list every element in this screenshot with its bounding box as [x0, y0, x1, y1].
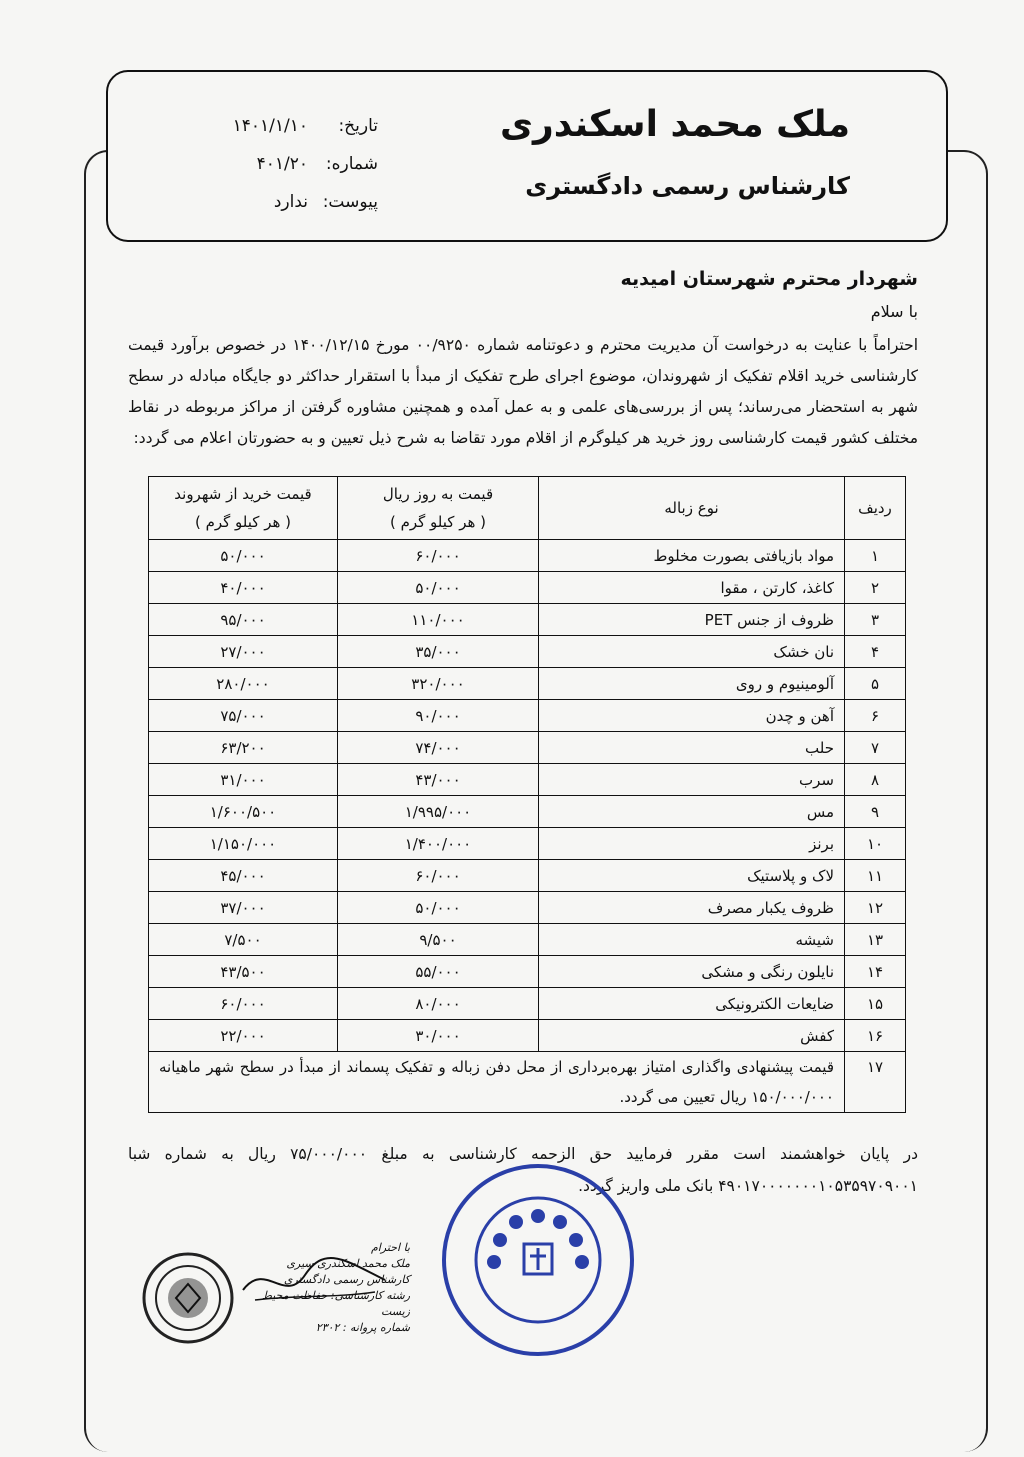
- row-buy-price: ۶۰/۰۰۰: [149, 988, 338, 1020]
- row-buy-price: ۷/۵۰۰: [149, 924, 338, 956]
- header-daily-price: [338, 477, 539, 540]
- row-item: شیشه: [539, 924, 845, 956]
- council-seal-icon: [438, 1160, 638, 1360]
- row-number: ۲: [845, 572, 906, 604]
- row-buy-price: ۴۳/۵۰۰: [149, 956, 338, 988]
- signature-line-3: رشته کارشناسی: حفاظت محیط زیست: [261, 1289, 410, 1318]
- row-item: آلومینیوم و روی: [539, 668, 845, 700]
- row-daily-price: ۶۰/۰۰۰: [338, 540, 539, 572]
- row-item: آهن و چدن: [539, 700, 845, 732]
- table-row: [149, 1020, 906, 1052]
- signature-closing: با احترام: [370, 1241, 410, 1254]
- meta-number-value: ۴۰۱/۲۰: [256, 154, 308, 174]
- signature-line-1: ملک محمد اسکندری سیری: [286, 1257, 410, 1270]
- row-number: ۱۵: [845, 988, 906, 1020]
- table-row: [149, 860, 906, 892]
- table-row: [149, 604, 906, 636]
- expert-seal-icon: [140, 1250, 236, 1346]
- header-daily-price-unit: ( هر کیلو گرم ): [389, 513, 487, 531]
- expert-name: ملک محمد اسکندری: [500, 104, 850, 145]
- table-row: [149, 700, 906, 732]
- header-buy-price-title: قیمت خرید از شهروند: [174, 485, 312, 503]
- row-daily-price: ۱/۴۰۰/۰۰۰: [338, 828, 539, 860]
- table-header-row: [149, 477, 906, 540]
- row-item: سرب: [539, 764, 845, 796]
- row-daily-price: ۳۰/۰۰۰: [338, 1020, 539, 1052]
- row-item: ظروف یکبار مصرف: [539, 892, 845, 924]
- intro-paragraph: احتراماً با عنایت به درخواست آن مدیریت محترم و دعوتنامه شماره ۰۰/۹۲۵۰ مورخ ۱۴۰۰/۱۲/۱۵ در خصوص برآورد قیمت کارشناسی خرید اقلام تفکیک از شهروندان، موضوع اجرای طرح تفکیک از مبدأ با استقرار حداکثر دو جایگاه مبادله در سطح شهر به استحضار می‌رساند؛ پس از بررسی‌های علمی و به عمل آمده و همچنین مشاوره گرفتن از مراکز مربوطه در نقاط مختلف کشور قیمت کارشناسی روز خرید هر کیلوگرم از اقلام مورد تقاضا به شرح ذیل تعیین و به حضورتان اعلام می گردد:: [128, 336, 919, 447]
- row-daily-price: ۵۵/۰۰۰: [338, 956, 539, 988]
- table-row: [149, 988, 906, 1020]
- table-row: [149, 764, 906, 796]
- meta-number-label: شماره:: [325, 154, 378, 174]
- meta-date-value: ۱۴۰۱/۱/۱۰: [232, 116, 308, 136]
- row-buy-price: ۲۷/۰۰۰: [149, 636, 338, 668]
- row-buy-price: ۳۷/۰۰۰: [149, 892, 338, 924]
- row-buy-price: ۴۰/۰۰۰: [149, 572, 338, 604]
- price-table: [148, 476, 906, 1113]
- signature-line-4: شماره پروانه : ۲۳۰۲: [315, 1321, 410, 1334]
- table-row: [149, 828, 906, 860]
- row-daily-price: ۹/۵۰۰: [338, 924, 539, 956]
- row-number: ۱۱: [845, 860, 906, 892]
- row-number: ۶: [845, 700, 906, 732]
- row-number: ۷: [845, 732, 906, 764]
- row-number: ۱۴: [845, 956, 906, 988]
- row-item: ضایعات الکترونیکی: [539, 988, 845, 1020]
- row-daily-price: ۸۰/۰۰۰: [338, 988, 539, 1020]
- greeting: با سلام: [870, 302, 918, 321]
- row-number: ۴: [845, 636, 906, 668]
- expert-title: کارشناس رسمی دادگستری: [525, 172, 850, 200]
- row-buy-price: ۱/۶۰۰/۵۰۰: [149, 796, 338, 828]
- header-buy-price-unit: ( هر کیلو گرم ): [194, 513, 292, 531]
- closing-paragraph: در پایان خواهشمند است مقرر فرمایید حق الزحمه کارشناسی به مبلغ ۷۵/۰۰۰/۰۰۰ ریال به شماره شبا ۴۹۰۱۷۰۰۰۰۰۰۰۱۰۵۳۵۹۷۰۹۰۰۱ بانک ملی واریز گردد.: [128, 1145, 919, 1195]
- row-buy-price: ۹۵/۰۰۰: [149, 604, 338, 636]
- council-stamp: [438, 1160, 638, 1364]
- row-item: حلب: [539, 732, 845, 764]
- row-item: ظروف از جنس PET: [539, 604, 845, 636]
- meta-attachment: [168, 192, 378, 230]
- letterhead: [106, 70, 948, 242]
- row-daily-price: ۶۰/۰۰۰: [338, 860, 539, 892]
- meta-attachment-value: ندارد: [273, 192, 308, 212]
- row-item: نان خشک: [539, 636, 845, 668]
- row-item: کفش: [539, 1020, 845, 1052]
- meta-date-label: تاریخ:: [338, 116, 378, 136]
- row-buy-price: ۳۱/۰۰۰: [149, 764, 338, 796]
- letter-meta: [168, 116, 378, 230]
- row-daily-price: ۹۰/۰۰۰: [338, 700, 539, 732]
- row-buy-price: ۵۰/۰۰۰: [149, 540, 338, 572]
- table-row: [149, 892, 906, 924]
- row-item: مواد بازیافتی بصورت مخلوط: [539, 540, 845, 572]
- row-item: برنز: [539, 828, 845, 860]
- row-buy-price: ۱/۱۵۰/۰۰۰: [149, 828, 338, 860]
- row-daily-price: ۷۴/۰۰۰: [338, 732, 539, 764]
- table-row: [149, 572, 906, 604]
- meta-date: [168, 116, 378, 154]
- row-buy-price: ۲۸۰/۰۰۰: [149, 668, 338, 700]
- signature-block: [140, 1240, 410, 1350]
- table-row: [149, 924, 906, 956]
- table-row: [149, 732, 906, 764]
- row-number: ۵: [845, 668, 906, 700]
- header-daily-price-title: قیمت به روز ریال: [382, 485, 494, 503]
- row-item: نایلون رنگی و مشکی: [539, 956, 845, 988]
- row-number: ۱۲: [845, 892, 906, 924]
- row-daily-price: ۱۱۰/۰۰۰: [338, 604, 539, 636]
- table-body: [149, 540, 906, 1113]
- row-daily-price: ۵۰/۰۰۰: [338, 892, 539, 924]
- row-number: ۱۷: [845, 1052, 906, 1113]
- row-number: ۸: [845, 764, 906, 796]
- row-number: ۱۳: [845, 924, 906, 956]
- row-number: ۳: [845, 604, 906, 636]
- row-item: مس: [539, 796, 845, 828]
- row-item: کاغذ، کارتن ، مقوا: [539, 572, 845, 604]
- table-row: [149, 796, 906, 828]
- row-daily-price: ۳۵/۰۰۰: [338, 636, 539, 668]
- row-buy-price: ۶۳/۲۰۰: [149, 732, 338, 764]
- table-row: [149, 636, 906, 668]
- table-row: [149, 956, 906, 988]
- header-waste-type: نوع زباله: [539, 477, 845, 540]
- addressee: شهردار محترم شهرستان امیدیه: [620, 268, 918, 290]
- row-buy-price: ۲۲/۰۰۰: [149, 1020, 338, 1052]
- row-daily-price: ۳۲۰/۰۰۰: [338, 668, 539, 700]
- row-number: ۱: [845, 540, 906, 572]
- row-number: ۱۰: [845, 828, 906, 860]
- header-buy-price: [149, 477, 338, 540]
- row-buy-price: ۴۵/۰۰۰: [149, 860, 338, 892]
- meta-number: [168, 154, 378, 192]
- row-daily-price: ۴۳/۰۰۰: [338, 764, 539, 796]
- table-note-row: [149, 1052, 906, 1113]
- table-row: [149, 540, 906, 572]
- row-number: ۹: [845, 796, 906, 828]
- table-row: [149, 668, 906, 700]
- signature-line-2: کارشناس رسمی دادگستری: [283, 1273, 410, 1286]
- header-row-number: ردیف: [845, 477, 906, 540]
- row-daily-price: ۱/۹۹۵/۰۰۰: [338, 796, 539, 828]
- row-number: ۱۶: [845, 1020, 906, 1052]
- row-item: لاک و پلاستیک: [539, 860, 845, 892]
- row-buy-price: ۷۵/۰۰۰: [149, 700, 338, 732]
- meta-attachment-label: پیوست:: [322, 192, 378, 212]
- handwritten-signature-icon: [235, 1250, 395, 1310]
- row-daily-price: ۵۰/۰۰۰: [338, 572, 539, 604]
- row-note: قیمت پیشنهادی واگذاری امتیاز بهره‌برداری از محل دفن زباله و تفکیک پسماند از مبدأ در سطح شهر ماهیانه ۱۵۰/۰۰۰/۰۰۰ ریال تعیین می گردد.: [149, 1052, 845, 1113]
